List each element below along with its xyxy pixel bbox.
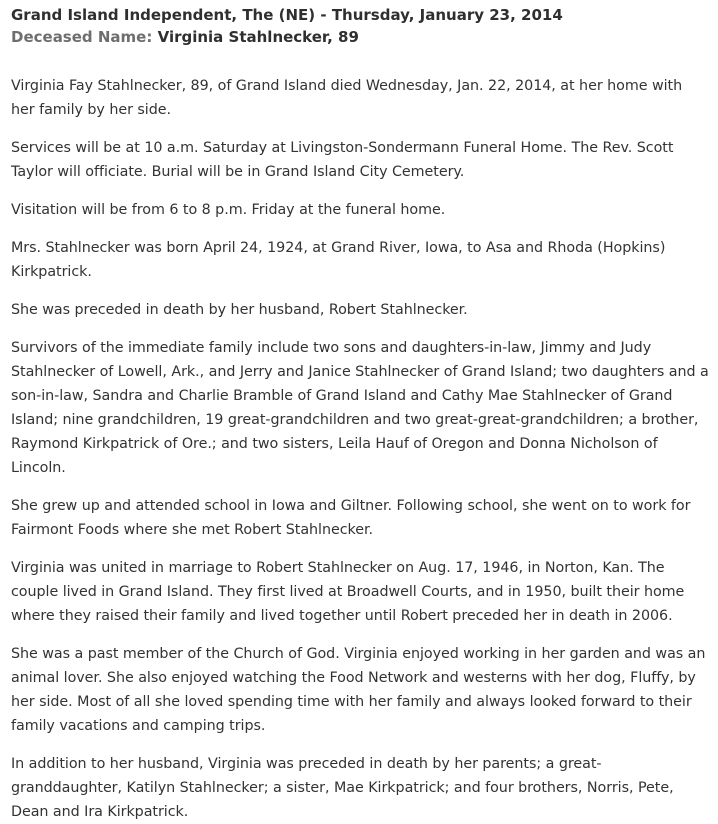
paragraph-early-life: She grew up and attended school in Iowa and Giltner. Following school, she went on to work for Fairmont Foods where she met Robert Stahlnecker. bbox=[11, 498, 691, 538]
paragraph-survivors: Survivors of the immediate family include two sons and daughters-in-law, Jimmy and Judy Stahlnecker of Lowell, Ark., and Jerry and Janice Stahlnecker of Grand Island; two daughters and a son-in-law, Sandra and Charlie Bramble of Grand Island and Cathy Mae Stahlnecker of Grand Island; nine grandchildren, 19 great-grandchildren and two great-great-grandchildren; a brother, Raymond Kirkpatrick of Ore.; and two sisters, Leila Hauf of Oregon and Donna Nicholson of Lincoln. bbox=[11, 340, 709, 476]
header-separator: - bbox=[315, 6, 332, 24]
paragraph-preceded-family: In addition to her husband, Virginia was preceded in death by her parents; a great-granddaughter, Katilyn Stahlnecker; a sister, Mae Kirkpatrick; and four brothers, Norris, Pete, Dean and Ira Kirkpatrick. bbox=[11, 756, 674, 820]
paragraph-death-notice: Virginia Fay Stahlnecker, 89, of Grand Island died Wednesday, Jan. 22, 2014, at her home with her family by her side. bbox=[11, 78, 683, 118]
paragraph-marriage: Virginia was united in marriage to Robert Stahlnecker on Aug. 17, 1946, in Norton, Kan. The couple lived in Grand Island. They first lived at Broadwell Courts, and in 1950, built their home where they raised their family and lived together until Robert preceded her in death in 2006. bbox=[11, 560, 685, 624]
deceased-label: Deceased Name: bbox=[11, 28, 153, 46]
obituary-article bbox=[11, 74, 710, 824]
deceased-name: Virginia Stahlnecker, 89 bbox=[157, 28, 359, 46]
paragraph-services: Services will be at 10 a.m. Saturday at Livingston-Sondermann Funeral Home. The Rev. Scott Taylor will officiate. Burial will be in Grand Island City Cemetery. bbox=[11, 140, 674, 180]
paragraph-preceded-husband: She was preceded in death by her husband, Robert Stahlnecker. bbox=[11, 302, 468, 318]
publication-line bbox=[11, 4, 710, 26]
paragraph-visitation: Visitation will be from 6 to 8 p.m. Friday at the funeral home. bbox=[11, 202, 446, 218]
paragraph-birth: Mrs. Stahlnecker was born April 24, 1924, at Grand River, Iowa, to Asa and Rhoda (Hopkins) Kirkpatrick. bbox=[11, 240, 666, 280]
publication-name: Grand Island Independent, The (NE) bbox=[11, 6, 316, 24]
publication-date: Thursday, January 23, 2014 bbox=[331, 6, 563, 24]
deceased-line bbox=[11, 26, 710, 48]
paragraph-interests: She was a past member of the Church of God. Virginia enjoyed working in her garden and was an animal lover. She also enjoyed watching the Food Network and westerns with her dog, Fluffy, by her side. Most of all she loved spending time with her family and always looked forward to their family vacations and camping trips. bbox=[11, 646, 706, 734]
